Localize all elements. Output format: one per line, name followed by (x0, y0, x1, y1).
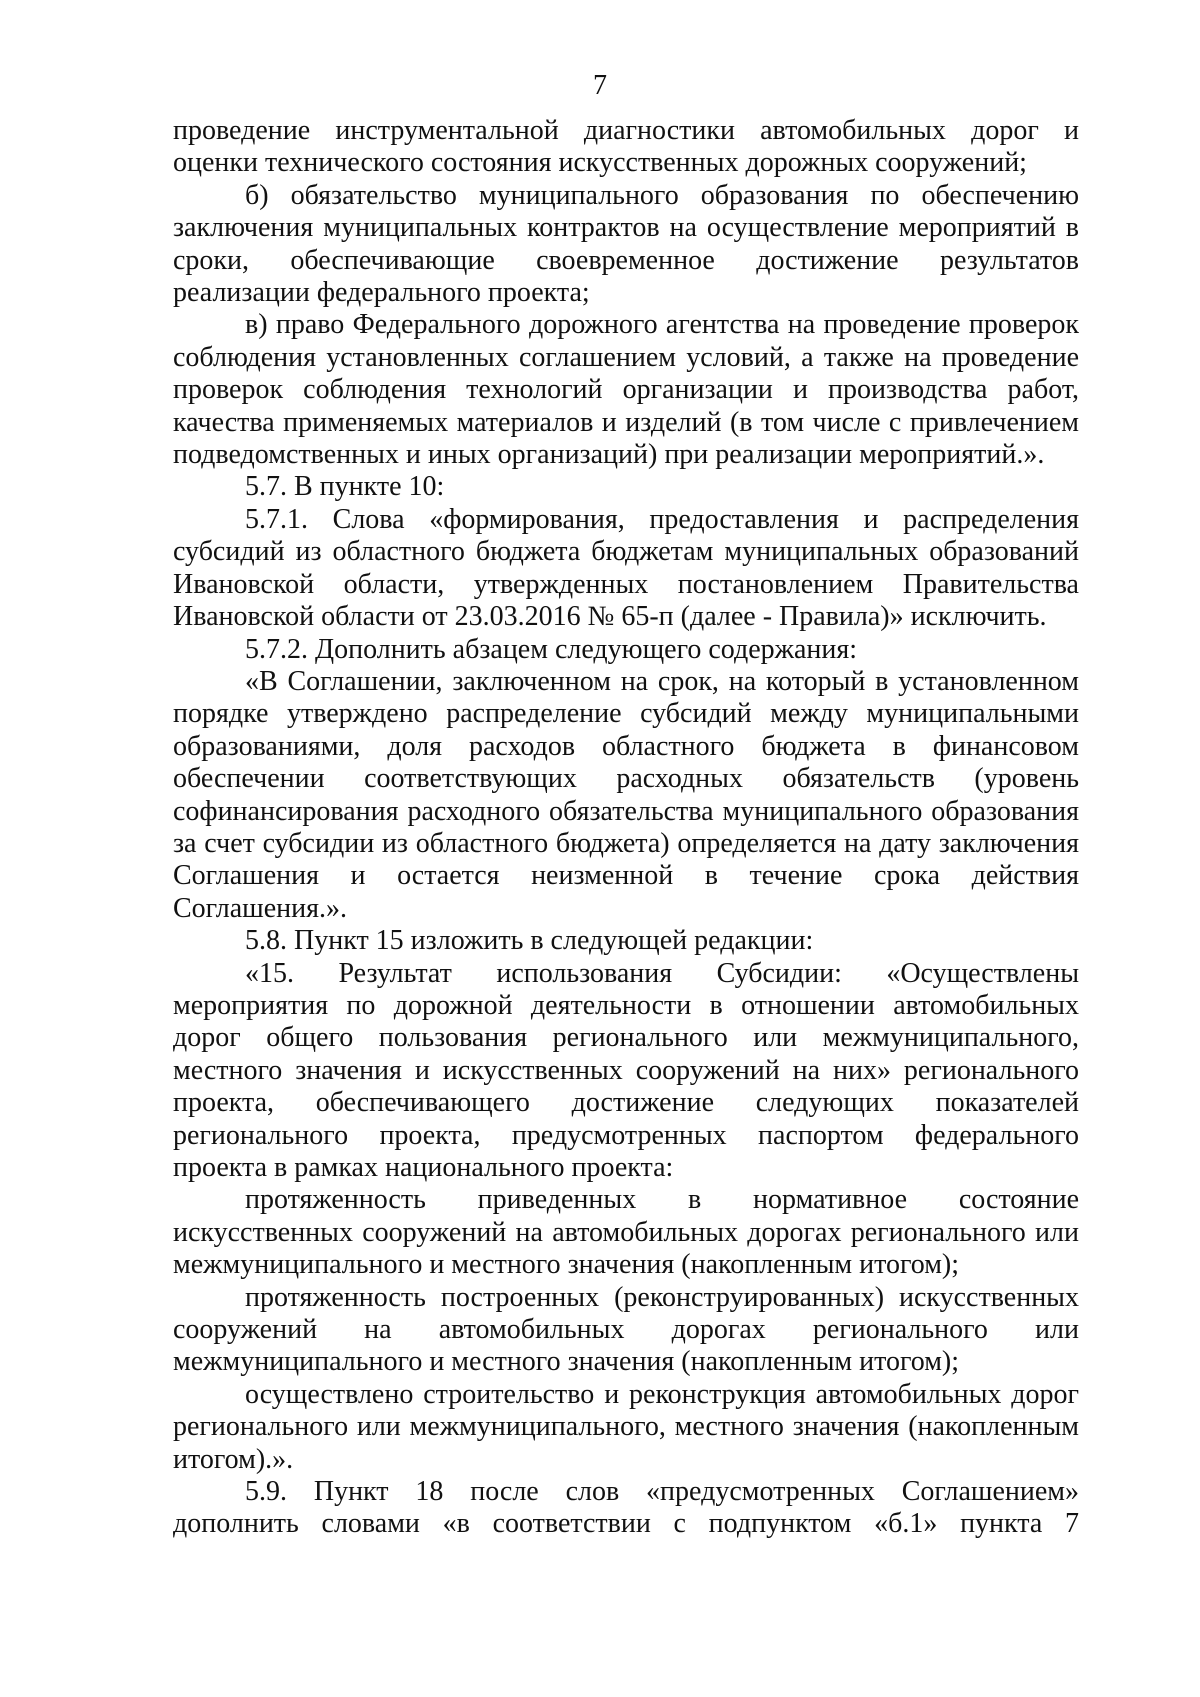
paragraph-5-8: 5.8. Пункт 15 изложить в следующей редакции: (245, 925, 814, 957)
paragraph-item-v: в) право Федерального дорожного агентства на проведение проверок соблюдения установленных соглашением условий, а также на проведение проверок соблюдения технологий организации и производства работ, качества применяемых материалов и изделий (в том числе с привлечением подведомственных и иных организаций) при реализации мероприятий.». (173, 309, 1079, 471)
paragraph-agreement-quote: «В Соглашении, заключенном на срок, на который в установленном порядке утверждено распределение субсидий между муниципальными образованиями, доля расходов областного бюджета в финансовом обеспечении соответствующих расходных обязательств (уровень софинансирования расходного обязательства муниципального образования за счет субсидии из областного бюджета) определяется на дату заключения Соглашения и остается неизменной в течение срока действия Соглашения.». (173, 665, 1079, 924)
paragraph-5-7: 5.7. В пункте 10: (245, 471, 445, 503)
paragraph-indicator-3: осуществлено строительство и реконструкция автомобильных дорог регионального или межмуниципального, местного значения (накопленным итогом).». (173, 1378, 1079, 1475)
paragraph-5-9: 5.9. Пункт 18 после слов «предусмотренных Соглашением» дополнить словами «в соответствии с подпунктом «б.1» пункта 7 (173, 1476, 1079, 1540)
paragraph-item-15: «15. Результат использования Субсидии: «Осуществлены мероприятия по дорожной деятельности в отношении автомобильных дорог общего пользования регионального или межмуниципального, местного значения и искусственных сооружений на них» регионального проекта, обеспечивающего достижение следующих показателей регионального проекта, предусмотренных паспортом федерального проекта в рамках национального проекта: (173, 957, 1079, 1183)
paragraph-5-7-1: 5.7.1. Слова «формирования, предоставления и распределения субсидий из областного бюджета бюджетам муниципальных образований Ивановской области, утвержденных постановлением Правительства Ивановской области от 23.03.2016 № 65-п (далее - Правила)» исключить. (173, 503, 1079, 633)
page-number: 7 (593, 70, 607, 101)
paragraph-diagnostics: проведение инструментальной диагностики автомобильных дорог и оценки технического состояния искусственных дорожных сооружений; (173, 115, 1079, 179)
paragraph-5-7-2: 5.7.2. Дополнить абзацем следующего содержания: (245, 633, 858, 665)
paragraph-indicator-2: протяженность построенных (реконструированных) искусственных сооружений на автомобильных дорогах регионального или межмуниципального и местного значения (накопленным итогом); (173, 1281, 1079, 1378)
paragraph-indicator-1: протяженность приведенных в нормативное состояние искусственных сооружений на автомобильных дорогах регионального или межмуниципального и местного значения (накопленным итогом); (173, 1184, 1079, 1281)
paragraph-item-b: б) обязательство муниципального образования по обеспечению заключения муниципальных контрактов на осуществление мероприятий в сроки, обеспечивающие своевременное достижение результатов реализации федерального проекта; (173, 179, 1079, 309)
document-body (173, 115, 1079, 1541)
